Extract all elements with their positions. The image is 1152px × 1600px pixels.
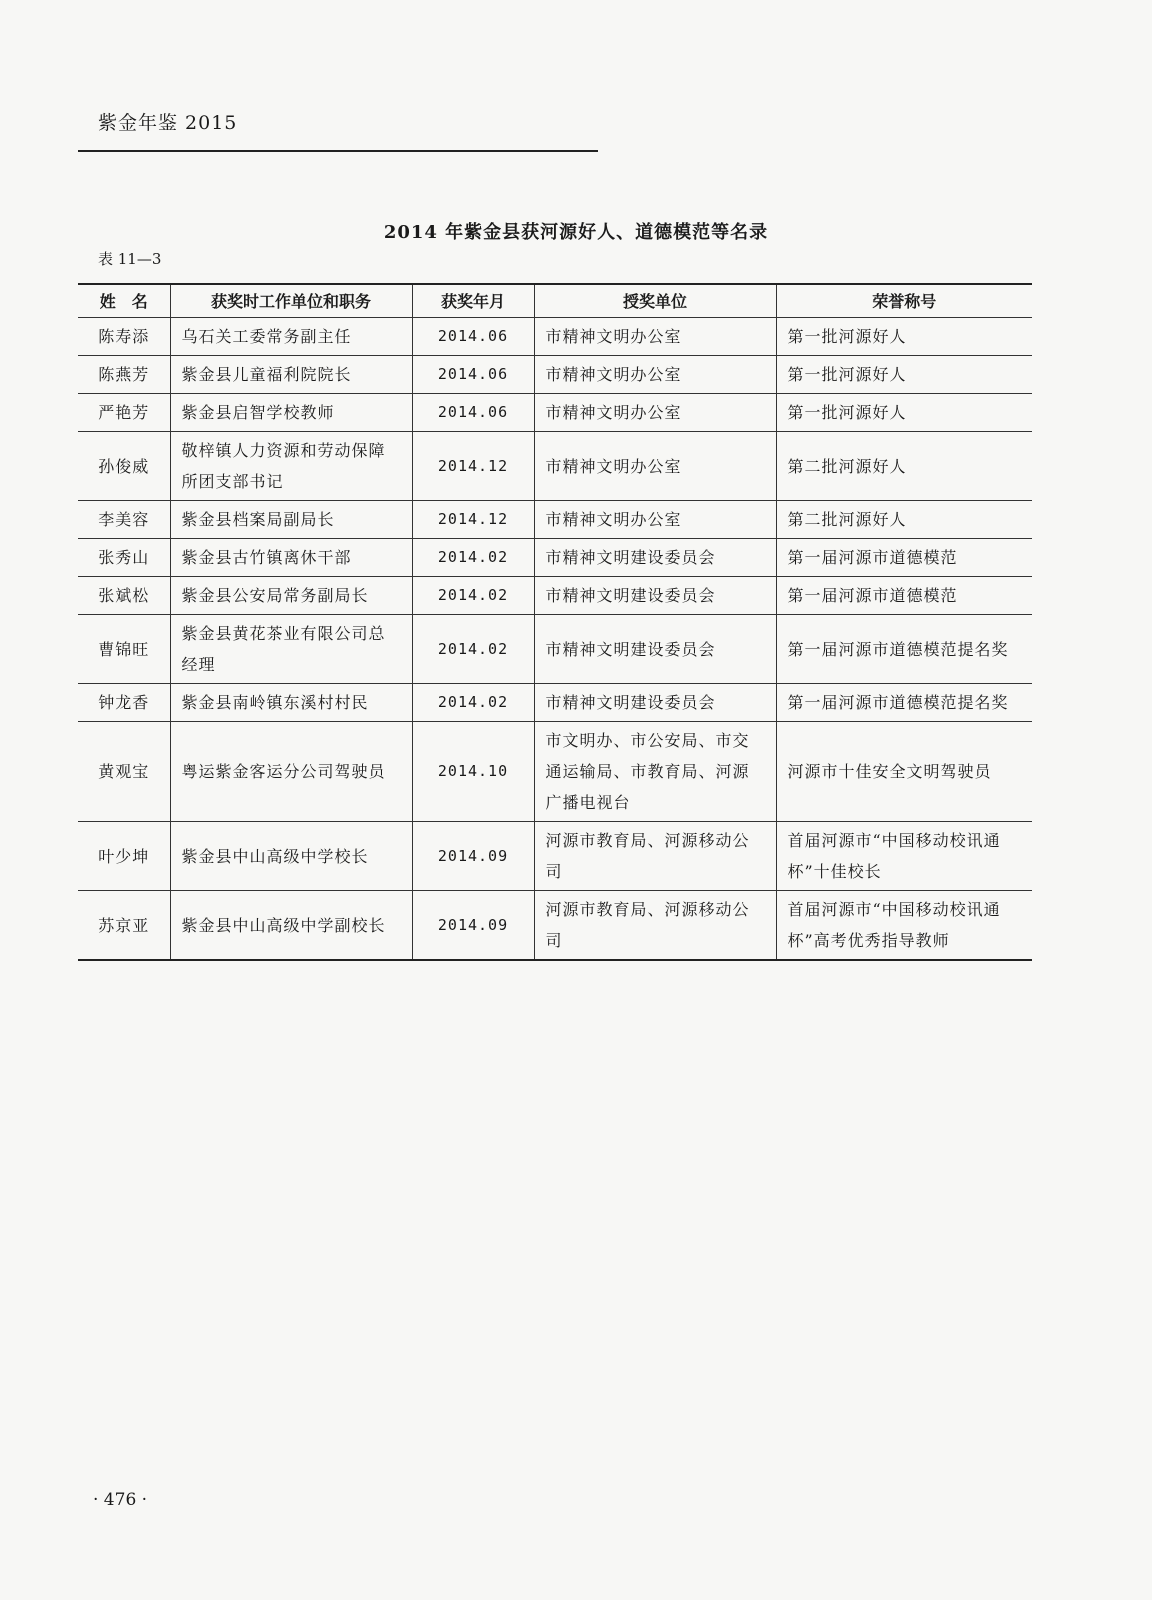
table-row (78, 539, 1032, 577)
cell-name: 李美容 (78, 501, 170, 539)
cell-date: 2014.02 (412, 684, 534, 722)
cell-name: 苏京亚 (78, 891, 170, 961)
cell-awarder: 市精神文明建设委员会 (534, 684, 776, 722)
cell-unit: 紫金县南岭镇东溪村村民 (170, 684, 412, 722)
cell-unit: 紫金县启智学校教师 (170, 394, 412, 432)
header-divider (78, 150, 598, 152)
cell-honor: 第一批河源好人 (776, 356, 1032, 394)
cell-honor: 河源市十佳安全文明驾驶员 (776, 722, 1032, 822)
cell-date: 2014.09 (412, 891, 534, 961)
cell-honor: 第二批河源好人 (776, 432, 1032, 501)
cell-awarder: 河源市教育局、河源移动公司 (534, 822, 776, 891)
cell-date: 2014.12 (412, 432, 534, 501)
cell-name: 陈燕芳 (78, 356, 170, 394)
page-number: · 476 · (93, 1490, 148, 1510)
cell-unit: 紫金县黄花茶业有限公司总经理 (170, 615, 412, 684)
table-row (78, 356, 1032, 394)
column-header-honor: 荣誉称号 (776, 284, 1032, 318)
table-row (78, 577, 1032, 615)
cell-name: 曹锦旺 (78, 615, 170, 684)
cell-date: 2014.02 (412, 577, 534, 615)
table-row (78, 501, 1032, 539)
column-header-date: 获奖年月 (412, 284, 534, 318)
table-label: 表 11—3 (98, 250, 162, 268)
running-header: 紫金年鉴 2015 (98, 112, 238, 134)
cell-name: 张斌松 (78, 577, 170, 615)
table-row (78, 318, 1032, 356)
table-row (78, 684, 1032, 722)
table-row (78, 432, 1032, 501)
cell-awarder: 市精神文明办公室 (534, 394, 776, 432)
cell-awarder: 市精神文明办公室 (534, 318, 776, 356)
column-header-unit: 获奖时工作单位和职务 (170, 284, 412, 318)
cell-awarder: 市精神文明办公室 (534, 501, 776, 539)
cell-unit: 紫金县档案局副局长 (170, 501, 412, 539)
cell-name: 钟龙香 (78, 684, 170, 722)
cell-date: 2014.06 (412, 318, 534, 356)
cell-awarder: 市精神文明建设委员会 (534, 615, 776, 684)
cell-unit: 紫金县古竹镇离休干部 (170, 539, 412, 577)
cell-unit: 紫金县中山高级中学校长 (170, 822, 412, 891)
cell-unit: 敬梓镇人力资源和劳动保障所团支部书记 (170, 432, 412, 501)
cell-honor: 第一届河源市道德模范提名奖 (776, 615, 1032, 684)
cell-date: 2014.10 (412, 722, 534, 822)
cell-awarder: 市精神文明建设委员会 (534, 539, 776, 577)
cell-awarder: 市精神文明办公室 (534, 356, 776, 394)
cell-honor: 首届河源市“中国移动校讯通杯”高考优秀指导教师 (776, 891, 1032, 961)
cell-awarder: 河源市教育局、河源移动公司 (534, 891, 776, 961)
cell-awarder: 市精神文明建设委员会 (534, 577, 776, 615)
table-row (78, 722, 1032, 822)
cell-name: 黄观宝 (78, 722, 170, 822)
cell-date: 2014.06 (412, 356, 534, 394)
column-header-name: 姓 名 (78, 284, 170, 318)
cell-honor: 第二批河源好人 (776, 501, 1032, 539)
cell-unit: 紫金县公安局常务副局长 (170, 577, 412, 615)
table-row (78, 891, 1032, 961)
cell-unit: 粤运紫金客运分公司驾驶员 (170, 722, 412, 822)
cell-honor: 第一批河源好人 (776, 318, 1032, 356)
cell-date: 2014.06 (412, 394, 534, 432)
table-row (78, 394, 1032, 432)
cell-name: 张秀山 (78, 539, 170, 577)
table-row (78, 822, 1032, 891)
cell-name: 孙俊威 (78, 432, 170, 501)
cell-unit: 紫金县儿童福利院院长 (170, 356, 412, 394)
cell-date: 2014.12 (412, 501, 534, 539)
honor-table (78, 283, 1032, 961)
cell-honor: 第一批河源好人 (776, 394, 1032, 432)
cell-unit: 乌石关工委常务副主任 (170, 318, 412, 356)
cell-date: 2014.02 (412, 539, 534, 577)
cell-awarder: 市文明办、市公安局、市交通运输局、市教育局、河源广播电视台 (534, 722, 776, 822)
column-header-awarder: 授奖单位 (534, 284, 776, 318)
cell-awarder: 市精神文明办公室 (534, 432, 776, 501)
table-header-row (78, 284, 1032, 318)
cell-name: 叶少坤 (78, 822, 170, 891)
table-row (78, 615, 1032, 684)
cell-honor: 第一届河源市道德模范 (776, 539, 1032, 577)
cell-date: 2014.09 (412, 822, 534, 891)
cell-name: 陈寿添 (78, 318, 170, 356)
cell-honor: 第一届河源市道德模范提名奖 (776, 684, 1032, 722)
document-title: 2014 年紫金县获河源好人、道德模范等名录 (383, 222, 769, 243)
cell-unit: 紫金县中山高级中学副校长 (170, 891, 412, 961)
cell-honor: 第一届河源市道德模范 (776, 577, 1032, 615)
cell-name: 严艳芳 (78, 394, 170, 432)
cell-honor: 首届河源市“中国移动校讯通杯”十佳校长 (776, 822, 1032, 891)
cell-date: 2014.02 (412, 615, 534, 684)
